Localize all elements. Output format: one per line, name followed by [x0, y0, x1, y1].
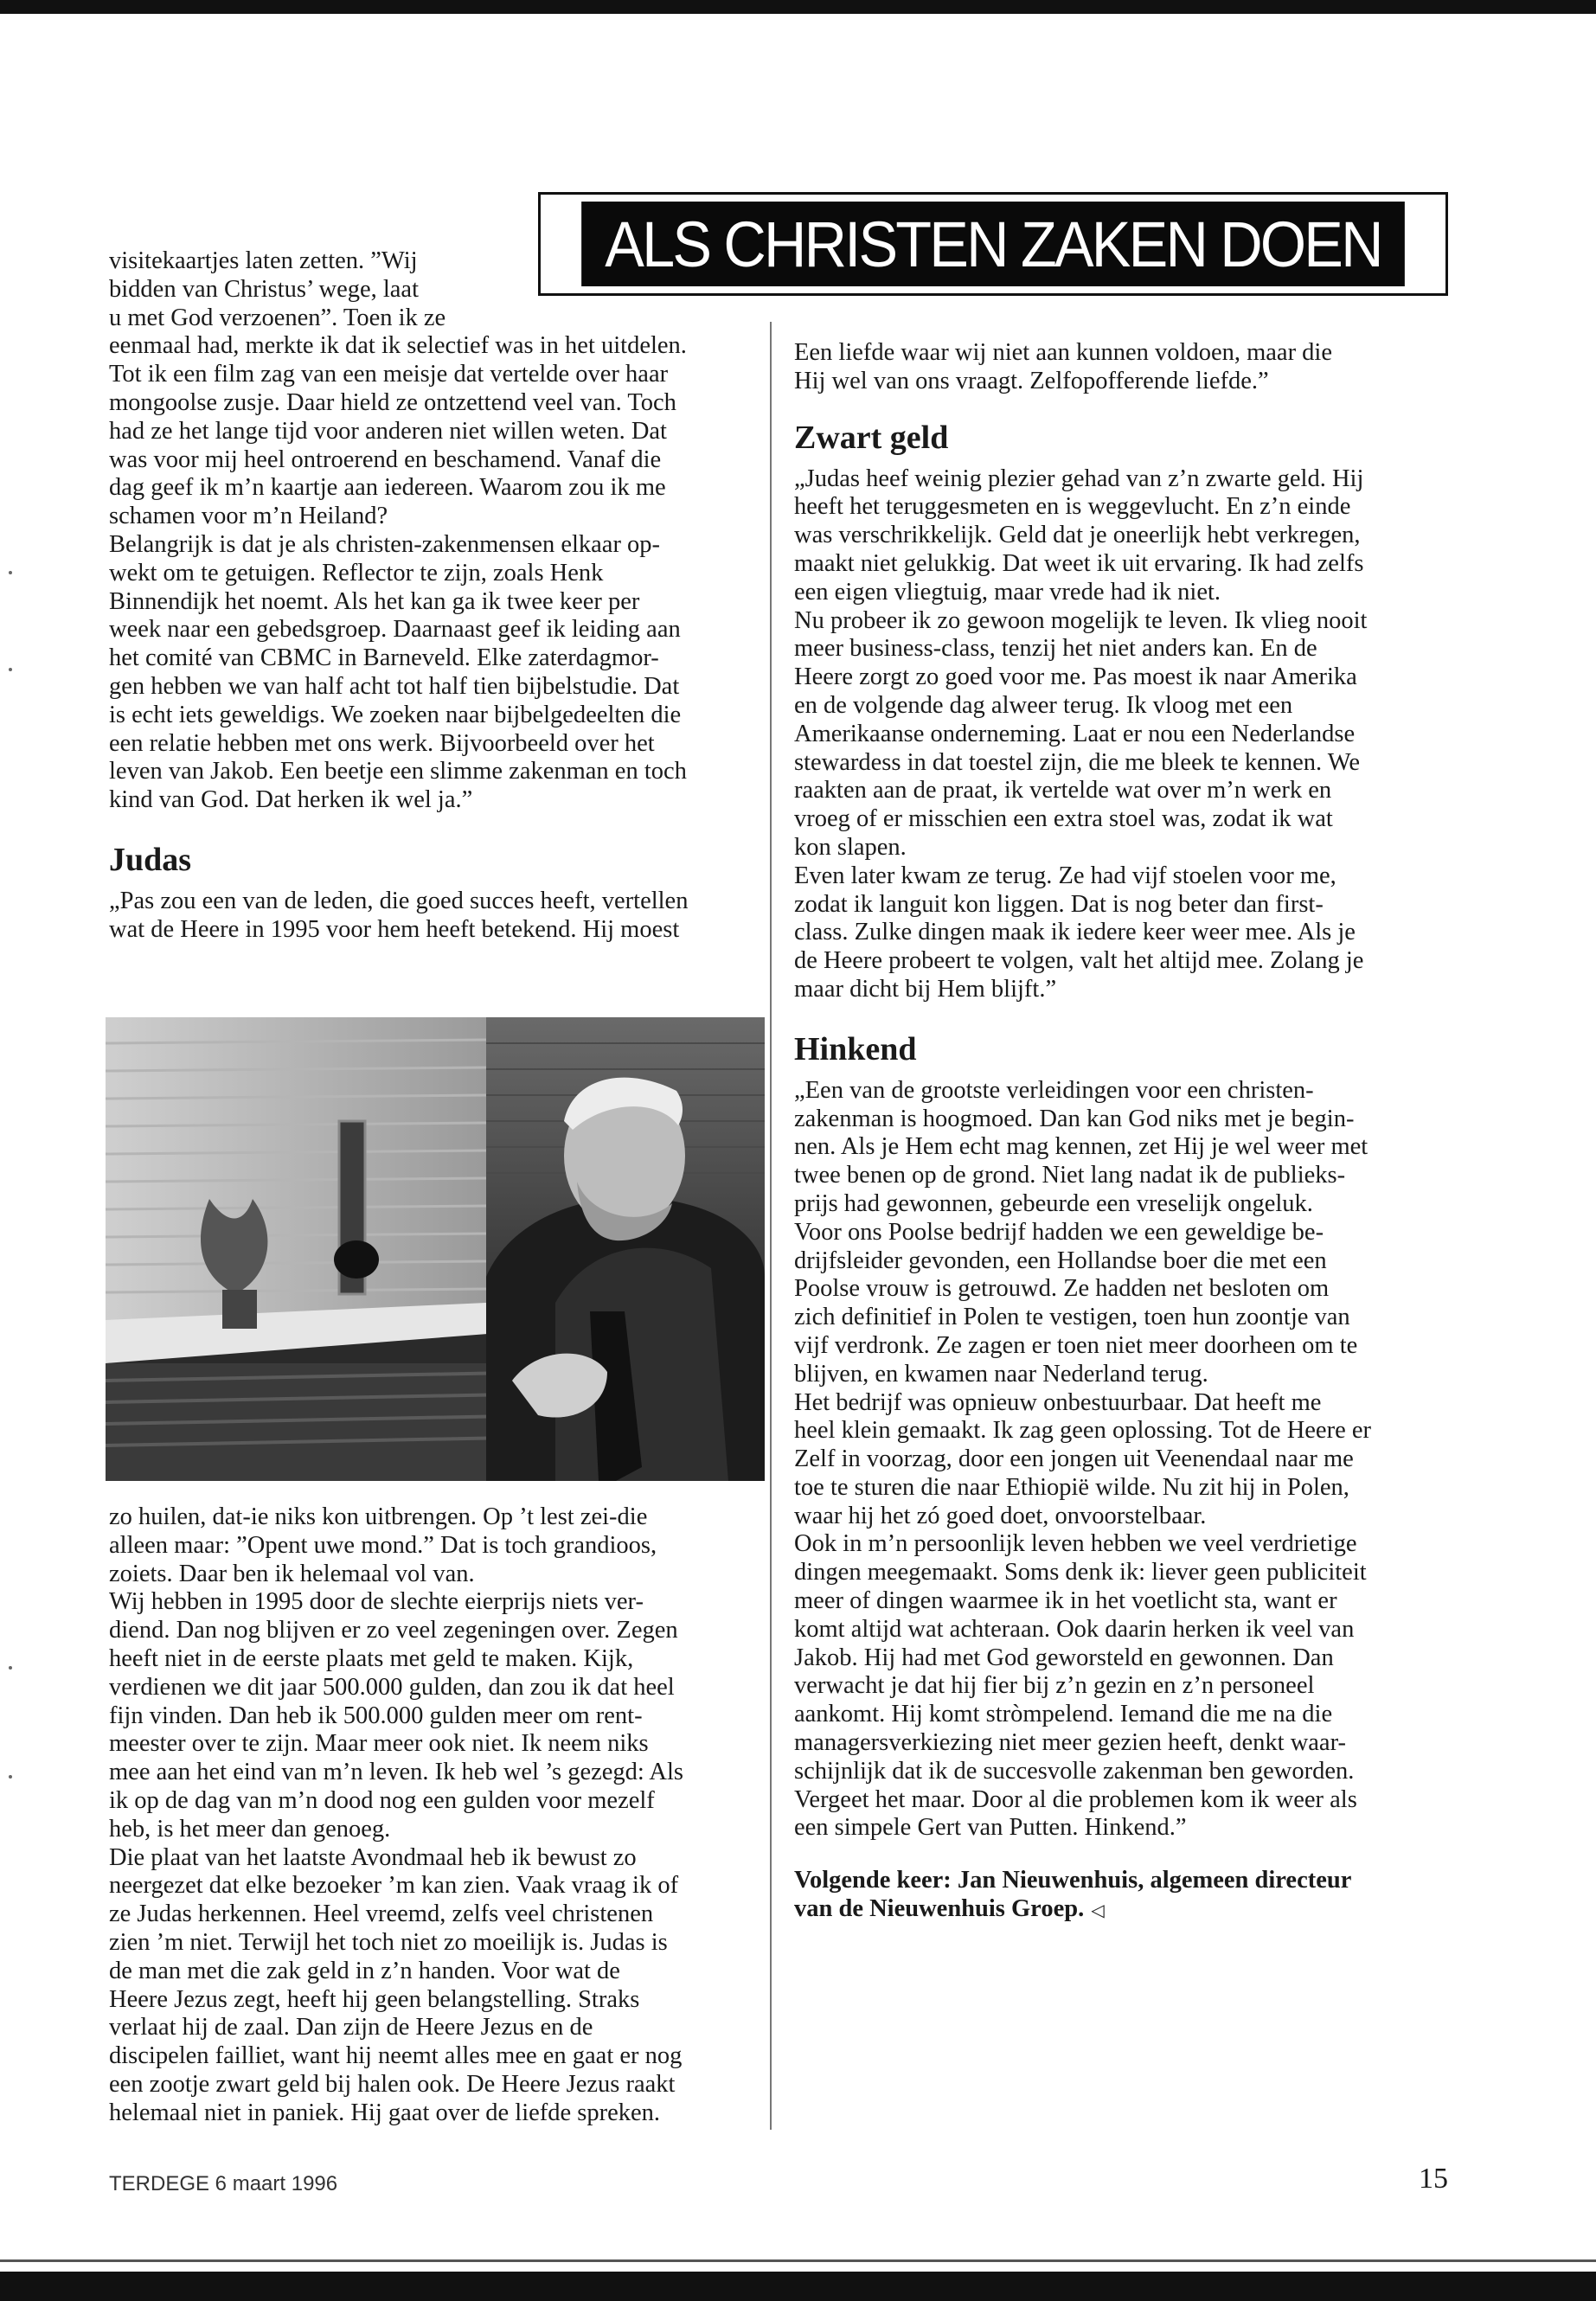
text-line: prijs had gewonnen, gebeurde een vreselijk ongeluk.	[794, 1189, 1313, 1217]
scan-mark	[9, 1666, 12, 1670]
zwart-geld-paragraph	[794, 465, 1443, 1004]
text-line: dag geef ik m’n kaartje aan iedereen. Waarom zou ik me	[109, 474, 666, 502]
text-line: u met God verzoenen”. Toen ik ze	[109, 304, 446, 331]
text-line: verdienen we dit jaar 500.000 gulden, dan zou ik dat heel	[109, 1673, 675, 1701]
scan-mark	[9, 1775, 12, 1779]
text-line: ze Judas herkennen. Heel vreemd, zelfs veel christenen	[109, 1900, 654, 1928]
next-issue-note	[794, 1867, 1443, 1926]
text-line: Die plaat van het laatste Avondmaal heb ik bewust zo	[109, 1843, 637, 1871]
text-line: een zootje zwart geld bij halen ook. De Heere Jezus raakt	[109, 2070, 676, 2098]
heading-hinkend: Hinkend	[794, 1030, 917, 1067]
text-line: Nu probeer ik zo gewoon mogelijk te leven. Ik vlieg nooit	[794, 606, 1368, 634]
top-border-bar	[0, 0, 1596, 14]
text-line: Ook in m’n persoonlijk leven hebben we veel verdrietige	[794, 1530, 1357, 1558]
text-line: eenmaal had, merkte ik dat ik selectief was in het uitdelen.	[109, 332, 687, 360]
column-divider	[770, 322, 772, 2130]
text-line: week naar een gebedsgroep. Daarnaast geef ik leiding aan	[109, 616, 681, 644]
text-line: zodat ik languit kon liggen. Dat is nog beter dan first-	[794, 890, 1324, 918]
text-line: drijfsleider gevonden, een Hollandse boer die met een	[794, 1247, 1327, 1274]
judas-paragraph	[109, 888, 747, 945]
body-paragraph-continued	[109, 1503, 747, 2128]
text-line: „Een van de grootste verleidingen voor een christen-	[794, 1076, 1314, 1104]
text-line: leven van Jakob. Een beetje een slimme zakenman en toch	[109, 758, 687, 785]
text-line: Hij wel van ons vraagt. Zelfopofferende liefde.”	[794, 367, 1269, 394]
text-line: mee aan het eind van m’n leven. Ik heb wel ’s gezegd: Als	[109, 1759, 683, 1786]
lead-paragraph	[109, 247, 516, 332]
text-line: nen. Als je Hem echt mag kennen, zet Hij je wel weer met	[794, 1133, 1368, 1161]
scan-mark	[9, 571, 12, 574]
text-line: een eigen vliegtuig, maar vrede had ik niet.	[794, 578, 1221, 606]
text-line: Voor ons Poolse bedrijf hadden we een geweldige be-	[794, 1218, 1324, 1246]
text-line: de man met die zak geld in z’n handen. Voor wat de	[109, 1957, 620, 1984]
text-line: schamen voor m’n Heiland?	[109, 503, 388, 530]
text-line: wat de Heere in 1995 voor hem heeft betekend. Hij moest	[109, 915, 680, 943]
text-line: wekt om te getuigen. Reflector te zijn, zoals Henk	[109, 559, 604, 586]
text-line: Belangrijk is dat je als christen-zakenmensen elkaar op-	[109, 530, 661, 558]
column-right	[794, 339, 1443, 1926]
text-line: Binnendijk het noemt. Als het kan ga ik twee keer per	[109, 587, 640, 615]
bottom-rule	[0, 2259, 1596, 2262]
text-line: vroeg of er misschien een extra stoel was, zodat ik wat	[794, 805, 1333, 833]
text-line: Amerikaanse onderneming. Laat er nou een Nederlandse	[794, 720, 1356, 747]
body-paragraph	[109, 332, 747, 815]
text-line: gen hebben we van half acht tot half tien bijbelstudie. Dat	[109, 672, 680, 700]
text-line: meer business-class, tenzij het niet anders kan. En de	[794, 635, 1317, 663]
text-line: „Pas zou een van de leden, die goed succes heeft, vertellen	[109, 887, 689, 914]
text-line: Jakob. Hij had met God geworsteld en gewonnen. Dan	[794, 1644, 1334, 1671]
end-mark-icon: ◁	[1091, 1901, 1105, 1921]
text-line: Een liefde waar wij niet aan kunnen voldoen, maar die	[794, 339, 1333, 366]
hinkend-paragraph	[794, 1077, 1443, 1843]
text-line: managersverkiezing niet meer gezien heeft, denkt waar-	[794, 1729, 1346, 1757]
heading-judas: Judas	[109, 841, 192, 878]
text-line: Zelf in voorzag, door een jongen uit Veenendaal naar me	[794, 1445, 1354, 1473]
text-line: Even later kwam ze terug. Ze had vijf stoelen voor me,	[794, 862, 1336, 889]
text-line: maakt niet gelukkig. Dat weet ik uit ervaring. Ik had zelfs	[794, 549, 1364, 577]
text-line: stewardess in dat toestel zijn, die me bleek te kennen. We	[794, 748, 1361, 776]
text-line: visitekaartjes laten zetten. ”Wij	[109, 247, 418, 274]
text-line: zien ’m niet. Terwijl het toch niet zo moeilijk is. Judas is	[109, 1928, 668, 1956]
publication-info: TERDEGE 6 maart 1996	[109, 2172, 338, 2195]
text-line: „Judas heef weinig plezier gehad van z’n zwarte geld. Hij	[794, 465, 1364, 492]
text-line: Heere zorgt zo goed voor me. Pas moest ik naar Amerika	[794, 663, 1357, 691]
text-line: helemaal niet in paniek. Hij gaat over de liefde spreken.	[109, 2099, 661, 2126]
text-line: kind van God. Dat herken ik wel ja.”	[109, 786, 473, 814]
text-line: en de volgende dag alweer terug. Ik vloog met een	[794, 691, 1293, 719]
text-line: meester over te zijn. Maar meer ook niet. Ik neem niks	[109, 1730, 649, 1758]
text-line: de Heere probeert te volgen, valt het altijd mee. Zolang je	[794, 947, 1364, 975]
section-title: ALS CHRISTEN ZAKEN DOEN	[605, 208, 1381, 280]
text-line: zakenman is hoogmoed. Dan kan God niks met je begin-	[794, 1105, 1355, 1132]
text-line: aankomt. Hij komt stròmpelend. Iemand die me na die	[794, 1701, 1333, 1728]
portrait-illustration	[106, 1017, 765, 1481]
text-line: Poolse vrouw is getrouwd. Ze hadden net besloten om	[794, 1275, 1330, 1303]
page-number: 15	[1419, 2163, 1448, 2195]
text-line: komt altijd wat achteraan. Ook daarin herken ik veel van	[794, 1615, 1355, 1643]
intro-paragraph	[794, 339, 1443, 396]
text-line: alleen maar: ”Opent uwe mond.” Dat is toch grandioos,	[109, 1531, 657, 1559]
text-line: verlaat hij de zaal. Dan zijn de Heere Jezus en de	[109, 2014, 593, 2041]
text-line: Heere Jezus zegt, heeft hij geen belangstelling. Straks	[109, 1985, 640, 2013]
column-left-top	[109, 247, 747, 945]
heading-zwart-geld: Zwart geld	[794, 419, 949, 456]
text-line: neergezet dat elke bezoeker ’m kan zien. Vaak vraag ik of	[109, 1872, 679, 1900]
text-line: verwacht je dat hij fier bij z’n gezin en z’n personeel	[794, 1672, 1315, 1700]
text-line: zo huilen, dat-ie niks kon uitbrengen. Op ’t lest zei-die	[109, 1503, 648, 1530]
text-line: van de Nieuwenhuis Groep. ◁	[794, 1895, 1105, 1923]
text-line: fijn vinden. Dan heb ik 500.000 gulden meer om rent-	[109, 1702, 643, 1729]
text-line: heel klein gemaakt. Ik zag geen oplossing. Tot de Heere er	[794, 1417, 1371, 1445]
text-line: maar dicht bij Hem blijft.”	[794, 975, 1057, 1003]
text-line: was verschrikkelijk. Geld dat je oneerlijk hebt verkregen,	[794, 522, 1361, 549]
text-line: vijf verdronk. Ze zagen er toen niet meer doorheen om te	[794, 1331, 1358, 1359]
text-line: Volgende keer: Jan Nieuwenhuis, algemeen directeur	[794, 1867, 1352, 1894]
text-line: schijnlijk dat ik de succesvolle zakenman ben geworden.	[794, 1757, 1355, 1785]
text-line: een simpele Gert van Putten. Hinkend.”	[794, 1814, 1187, 1842]
text-line: dingen meegemaakt. Soms denk ik: liever geen publiciteit	[794, 1559, 1367, 1586]
text-line: zich definitief in Polen te vestigen, toen hun zoontje van	[794, 1304, 1350, 1331]
text-line: Wij hebben in 1995 door de slechte eierprijs niets ver-	[109, 1588, 644, 1616]
text-line: twee benen op de grond. Niet lang nadat ik de publieks-	[794, 1162, 1346, 1189]
bottom-border-bar	[0, 2272, 1596, 2301]
text-line: Het bedrijf was opnieuw onbestuurbaar. Dat heeft me	[794, 1388, 1322, 1416]
text-line: meer of dingen waarmee ik in het voetlicht sta, want er	[794, 1587, 1337, 1615]
text-line: was voor mij heel ontroerend en beschamend. Vanaf die	[109, 445, 662, 473]
scan-mark	[9, 668, 12, 671]
text-line: bidden van Christus’ wege, laat	[109, 275, 420, 303]
text-line: is echt iets geweldigs. We zoeken naar bijbelgedeelten die	[109, 701, 682, 728]
text-line: een relatie hebben met ons werk. Bijvoorbeeld over het	[109, 729, 655, 757]
text-line: class. Zulke dingen maak ik iedere keer weer mee. Als je	[794, 919, 1356, 946]
text-line: kon slapen.	[794, 833, 907, 861]
text-line: ik op de dag van m’n dood nog een gulden voor mezelf	[109, 1786, 655, 1814]
portrait-photo	[106, 1017, 765, 1481]
text-line: Vergeet het maar. Door al die problemen kom ik weer als	[794, 1785, 1357, 1813]
text-line: toe te sturen die naar Ethiopië wilde. Nu zit hij in Polen,	[794, 1473, 1349, 1501]
text-line: heeft het teruggesmeten en is weggevlucht. En z’n einde	[794, 493, 1351, 521]
text-line: discipelen failliet, want hij neemt alles mee en gaat er nog	[109, 2042, 683, 2070]
text-line: blijven, en kwamen naar Nederland terug.	[794, 1360, 1208, 1388]
text-line: waar hij het zó goed doet, onvoorstelbaar.	[794, 1502, 1207, 1529]
text-line: heeft niet in de eerste plaats met geld te maken. Kijk,	[109, 1644, 634, 1672]
text-line: raakten aan de praat, ik vertelde wat over m’n werk en	[794, 777, 1332, 804]
text-line: zoiets. Daar ben ik helemaal vol van.	[109, 1560, 475, 1587]
text-line: heb, is het meer dan genoeg.	[109, 1815, 391, 1843]
text-line: mongoolse zusje. Daar hield ze ontzettend veel van. Toch	[109, 388, 676, 416]
text-line: Tot ik een film zag van een meisje dat vertelde over haar	[109, 361, 669, 388]
text-line: het comité van CBMC in Barneveld. Elke zaterdagmor-	[109, 644, 659, 672]
column-left-bottom	[109, 1503, 747, 2128]
text-line: diend. Dan nog blijven er zo veel zegeningen over. Zegen	[109, 1617, 678, 1644]
text-line: had ze het lange tijd voor anderen niet willen weten. Dat	[109, 417, 667, 445]
